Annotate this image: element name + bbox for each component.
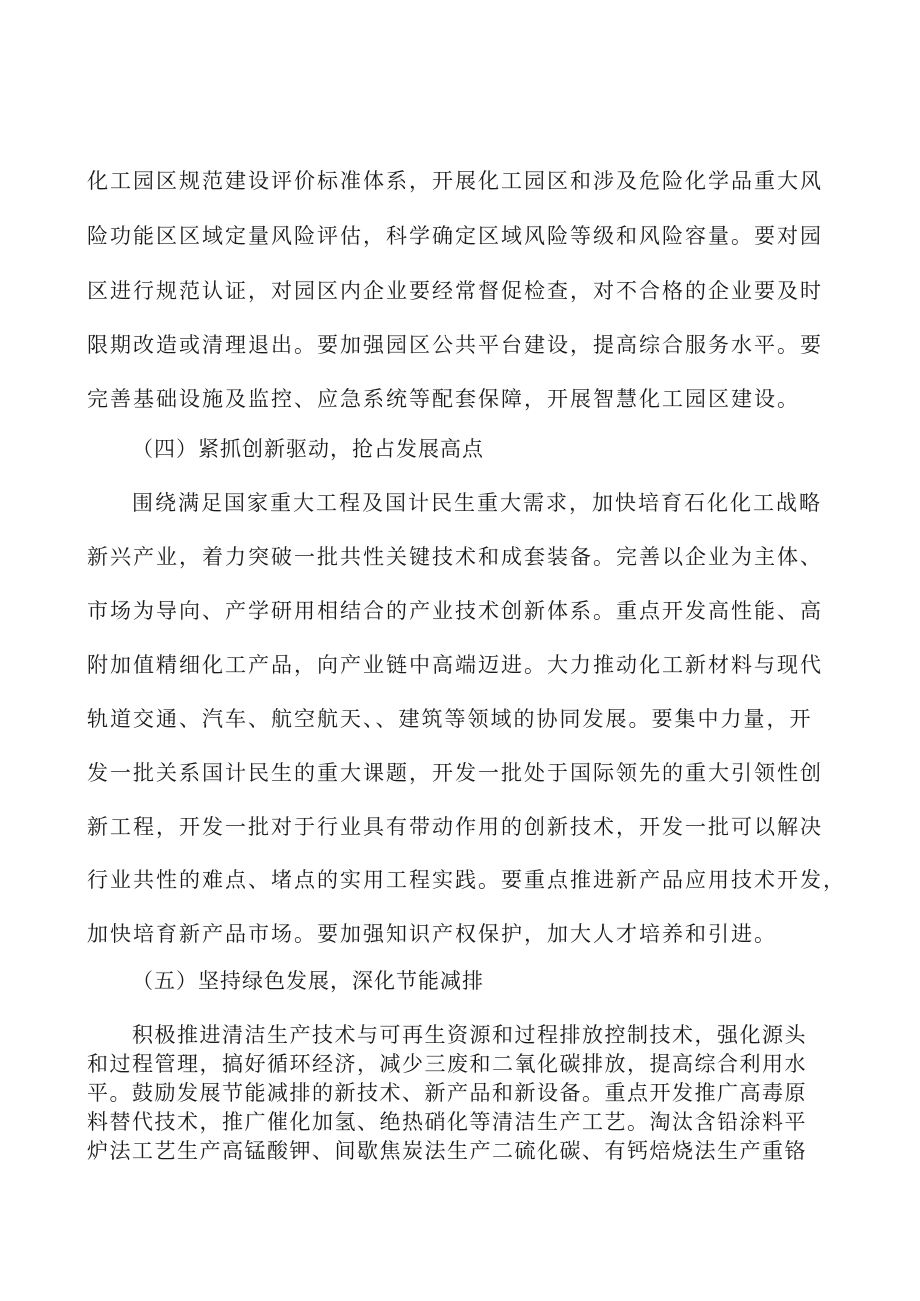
text-line: 化工园区规范建设评价标准体系，开展化工园区和涉及危险化学品重大风	[87, 169, 823, 193]
text-line: 围绕满足国家重大工程及国计民生重大需求，加快培育石化化工战略	[132, 491, 822, 515]
text-line: 料替代技术，推广催化加氢、绝热硝化等清洁生产工艺。淘汰含铅涂料平	[87, 1110, 807, 1134]
section-heading-4: （四）紧抓创新驱动，抢占发展高点	[132, 437, 484, 461]
text-line: 炉法工艺生产高锰酸钾、间歇焦炭法生产二硫化碳、有钙焙烧法生产重铬	[87, 1139, 807, 1163]
text-line: 轨道交通、汽车、航空航天、、建筑等领域的协同发展。要集中力量，开	[87, 707, 813, 731]
text-line: 险功能区区域定量风险评估，科学确定区域风险等级和风险容量。要对园	[87, 224, 823, 248]
text-line: 区进行规范认证，对园区内企业要经常督促检查，对不合格的企业要及时	[87, 279, 823, 303]
text-line: 和过程管理，搞好循环经济，减少三废和二氧化碳排放，提高综合利用水	[87, 1052, 807, 1076]
text-line: 附加值精细化工产品，向产业链中高端迈进。大力推动化工新材料与现代	[87, 653, 823, 677]
text-line: 新工程，开发一批对于行业具有带动作用的创新技术，开发一批可以解决	[87, 815, 823, 839]
text-line: 完善基础设施及监控、应急系统等配套保障，开展智慧化工园区建设。	[87, 387, 800, 411]
text-line: 行业共性的难点、堵点的实用工程实践。要重点推进新产品应用技术开发，	[87, 868, 846, 892]
text-line: 限期改造或清理退出。要加强园区公共平台建设，提高综合服务水平。要	[87, 333, 823, 357]
text-line: 市场为导向、产学研用相结合的产业技术创新体系。重点开发高性能、高	[87, 599, 823, 623]
section-heading-5: （五）坚持绿色发展，深化节能减排	[132, 969, 484, 993]
text-line: 发一批关系国计民生的重大课题，开发一批处于国际领先的重大引领性创	[87, 761, 823, 785]
text-line: 积极推进清洁生产技术与可再生资源和过程排放控制技术，强化源头	[132, 1023, 807, 1047]
text-line: 平。鼓励发展节能减排的新技术、新产品和新设备。重点开发推广高毒原	[87, 1081, 807, 1105]
text-line: 加快培育新产品市场。要加强知识产权保护，加大人才培养和引进。	[87, 922, 777, 946]
text-line: 新兴产业，着力突破一批共性关键技术和成套装备。完善以企业为主体、	[87, 545, 823, 569]
